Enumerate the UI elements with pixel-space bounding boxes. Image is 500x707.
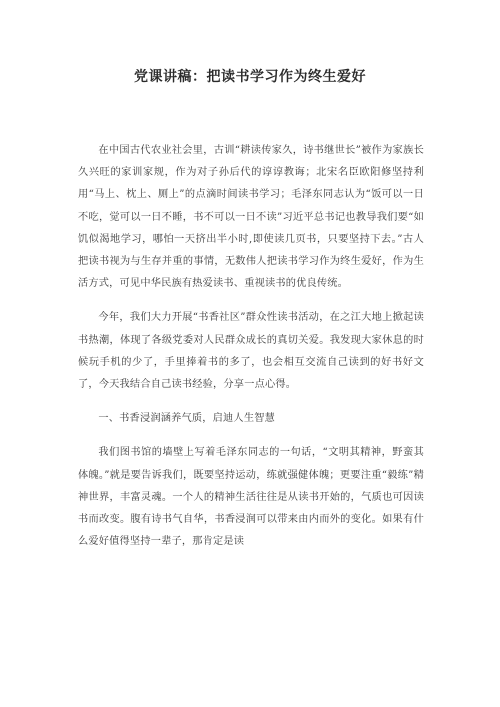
paragraph-1: 在中国古代农业社会里，古训“耕读传家久，诗书继世长”被作为家族长久兴旺的家训家规，作为对子孙后代的谆谆教诲；北宋名臣欧阳修坚持利用“马上、枕上、厕上”的点滴时间读书学习；毛泽东同志认为“饭可以一日不吃，觉可以一日不睡，书不可以一日不读”习近平总书记也教导我们要“如饥似渴地学习，哪怕一天挤出半小时,即使读几页书，只要坚持下去。”古人把读书视为与生存并重的事情，无数伟人把读书学习作为终生爱好，作为生活方式，可见中华民族有热爱读书、重视读书的优良传统。 [78, 145, 424, 290]
paragraph-spacer [78, 396, 424, 408]
document-body [78, 140, 424, 553]
paragraph-spacer [78, 295, 424, 307]
paragraph-spacer [78, 430, 424, 442]
paragraph-3: 我们图书馆的墙壁上写着毛泽东同志的一句话，“文明其精神，野蛮其体魄。”就是要告诉我们，既要坚持运动，练就强健体魄；更要注重“毅练”精神世界，丰富灵魂。一个人的精神生活往往是从读书开始的，气质也可因读书而改变。腹有诗书气自华，书香浸润可以带来由内而外的变化。如果有什么爱好值得坚持一辈子，那肯定是读 [78, 447, 424, 548]
document-title: 党课讲稿：把读书学习作为终生爱好 [134, 69, 366, 85]
paragraph-2: 今年，我们大力开展“书香社区”群众性读书活动，在之江大地上掀起读书热潮，体现了各级党委对人民群众成长的真切关爱。我发现大家休息的时候玩手机的少了，手里捧着书的多了，也会相互交流自己读到的好书好文了，今天我结合自己读书经验，分享一点心得。 [78, 312, 424, 391]
section-heading-1: 一、书香浸润涵养气质，启迪人生智慧 [98, 413, 275, 425]
